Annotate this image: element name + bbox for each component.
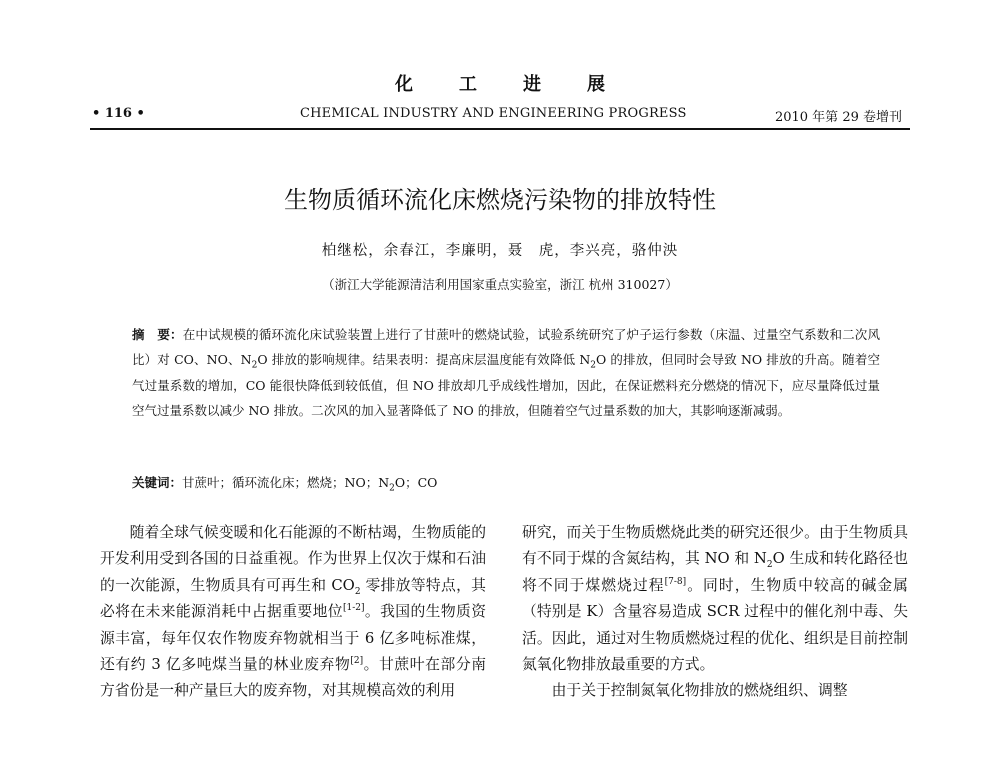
abstract bbox=[132, 322, 880, 423]
issue-info: 2010 年第 29 卷增刊 bbox=[774, 110, 902, 125]
paragraph bbox=[522, 520, 908, 678]
citation: [2] bbox=[350, 656, 364, 667]
subscript: 2 bbox=[251, 360, 258, 371]
abstract-text: O 的排放，但同时会导致 NO 排放的升高。随着空气过量系数的增加，CO 能很快降低到较低值，但 NO 排放却几乎成线性增加，因此，在保证燃料充分燃烧的情况下，应尽量降低过量空气过量系数以减少 NO 排放。二次风的加入显著降低了 NO 的排放，但随着空气过量系数的加大，其影响逐渐减弱。 bbox=[132, 352, 880, 418]
body-text: O 生成和转化路径也将不同于煤燃烧过程 bbox=[522, 550, 909, 594]
article-title: 生物质循环流化床燃烧污染物的排放特性 bbox=[284, 186, 716, 214]
page-number: • 116 • bbox=[92, 106, 145, 121]
authors: 柏继松，余春江，李廉明，聂 虎，李兴亮，骆仲泱 bbox=[321, 243, 679, 259]
affiliation: （浙江大学能源清洁利用国家重点实验室，浙江 杭州 310027） bbox=[322, 277, 678, 292]
body-text: 。甘蔗叶在部分南方省份是一种产量巨大的废弃物，对其规模高效的利用 bbox=[100, 656, 486, 700]
abstract-text: O 排放的影响规律。结果表明：提高床层温度能有效降低 N bbox=[257, 352, 591, 368]
keywords-text: 甘蔗叶；循环流化床；燃烧；NO；N bbox=[182, 475, 390, 490]
citation: [7-8] bbox=[664, 576, 687, 587]
body-text: 。同时，生物质中较高的碱金属（特别是 K）含量容易造成 SCR 过程中的催化剂中毒、失活。因此，通过对生物质燃烧过程的优化、组织是目前控制氮氧化物排放最重要的方式。 bbox=[522, 576, 908, 674]
body-text: 由于关于控制氮氧化物排放的燃烧组织、调整 bbox=[551, 682, 848, 700]
subscript: 2 bbox=[354, 586, 361, 597]
abstract-label: 摘 要： bbox=[132, 327, 183, 342]
subscript: 2 bbox=[590, 360, 597, 371]
body-text: 随着全球气候变暖和化石能源的不断枯竭，生物质能的开发利用受到各国的日益重视。作为世界上仅次于煤和石油的一次能源，生物质具有可再生和 CO bbox=[100, 524, 486, 594]
body-column-left bbox=[100, 520, 486, 705]
keywords bbox=[132, 473, 880, 494]
body-text: 。我国的生物质资源丰富，每年仅农作物废弃物就相当于 6 亿多吨标准煤，还有约 3 亿多吨煤当量的林业废弃物 bbox=[100, 603, 486, 674]
body-column-right bbox=[522, 520, 908, 705]
body-text: 零排放等特点，其必将在未来能源消耗中占据重要地位 bbox=[100, 576, 486, 621]
running-header bbox=[90, 104, 910, 130]
subscript: 2 bbox=[389, 483, 395, 494]
abstract-text: 在中试规模的循环流化床试验装置上进行了甘蔗叶的燃烧试验，试验系统研究了炉子运行参数（床温、过量空气系数和二次风比）对 CO、NO、N bbox=[132, 327, 880, 368]
keywords-label: 关键词： bbox=[132, 475, 183, 490]
paragraph bbox=[522, 678, 908, 704]
subscript: 2 bbox=[766, 560, 773, 571]
journal-title-en: CHEMICAL INDUSTRY AND ENGINEERING PROGRESS bbox=[300, 106, 687, 121]
citation: [1-2] bbox=[342, 603, 365, 614]
paragraph bbox=[100, 520, 486, 705]
journal-title-cn: 化工进展 bbox=[395, 74, 651, 95]
body-text: 研究，而关于生物质燃烧此类的研究还很少。由于生物质具有不同于煤的含氮结构，其 NO 和 N bbox=[522, 524, 908, 568]
keywords-text: O；CO bbox=[394, 475, 438, 490]
